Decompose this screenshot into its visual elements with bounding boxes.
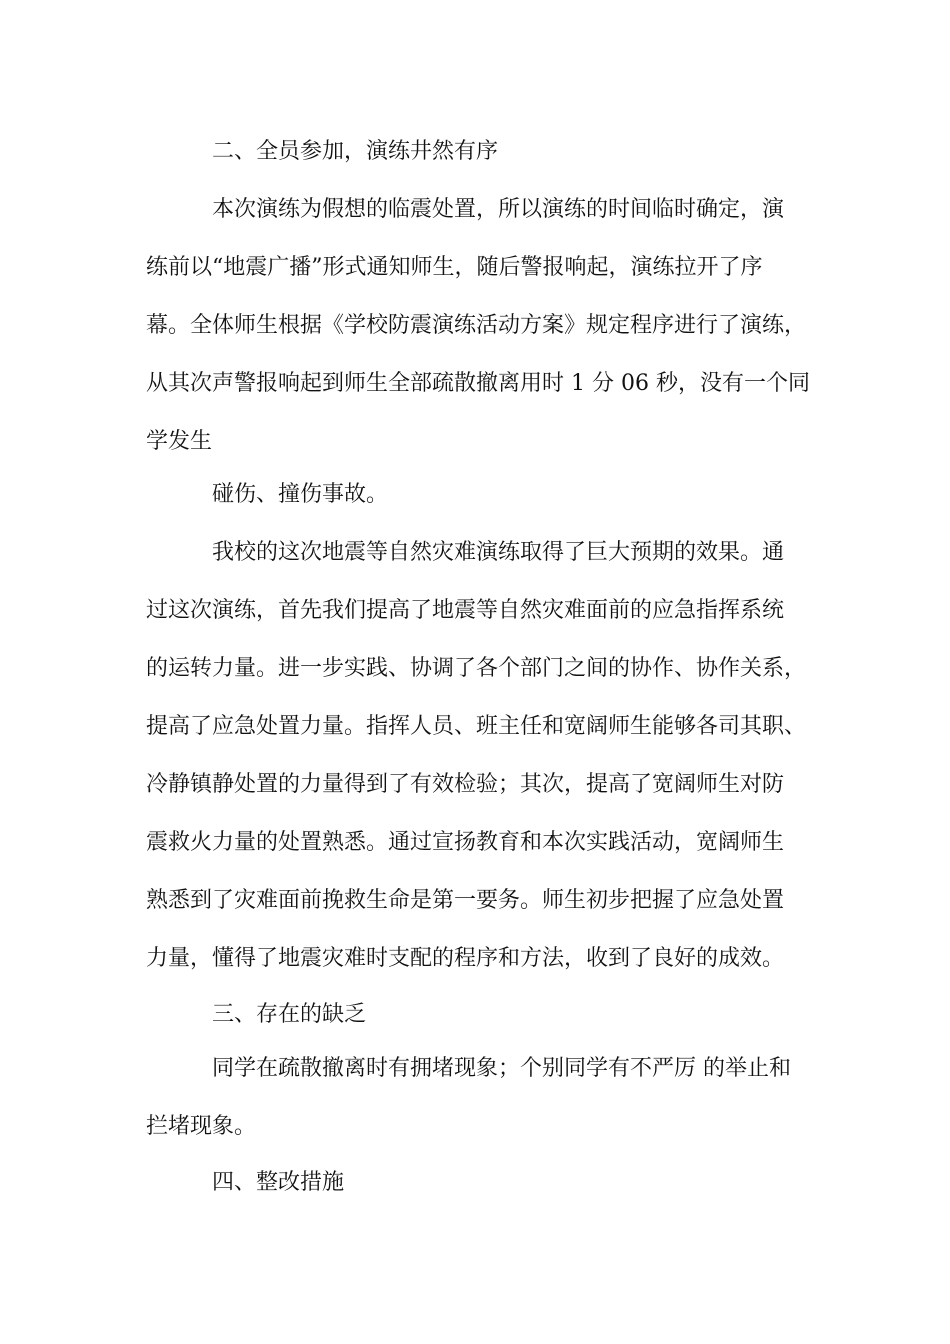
section-heading-2: 二、全员参加，演练井然有序: [212, 139, 499, 164]
section-heading-4: 四、整改措施: [212, 1170, 345, 1195]
paragraph-line: 从其次声警报响起到师生全部疏散撤离用时 1 分 06 秒，没有一个同: [146, 371, 810, 396]
paragraph-line: 练前以“地震广播”形式通知师生，随后警报响起，演练拉开了序: [146, 255, 763, 280]
paragraph-line: 熟悉到了灾难面前挽救生命是第一要务。师生初步把握了应急处置: [146, 888, 785, 913]
paragraph-line: 幕。全体师生根据《学校防震演练活动方案》规定程序进行了演练，: [146, 313, 807, 338]
paragraph-line: 过这次演练，首先我们提高了地震等自然灾难面前的应急指挥系统: [146, 598, 785, 623]
paragraph-line: 震救火力量的处置熟悉。通过宣扬教育和本次实践活动，宽阔师生: [146, 830, 785, 855]
paragraph-line: 冷静镇静处置的力量得到了有效检验；其次，提高了宽阔师生对防: [146, 772, 785, 797]
paragraph-line: 同学在疏散撤离时有拥堵现象；个别同学有不严厉 的举止和: [212, 1056, 791, 1081]
paragraph-line: 我校的这次地震等自然灾难演练取得了巨大预期的效果。通: [212, 540, 785, 565]
paragraph-line: 本次演练为假想的临震处置，所以演练的时间临时确定，演: [212, 197, 785, 222]
paragraph-line: 碰伤、撞伤事故。: [212, 482, 389, 507]
paragraph-line: 学发生: [146, 429, 213, 454]
paragraph-line: 拦堵现象。: [146, 1114, 257, 1139]
section-heading-3: 三、存在的缺乏: [212, 1002, 367, 1027]
paragraph-line: 的运转力量。进一步实践、协调了各个部门之间的协作、协作关系，: [146, 656, 807, 681]
paragraph-line: 提高了应急处置力量。指挥人员、班主任和宽阔师生能够各司其职、: [146, 714, 807, 739]
paragraph-line: 力量，懂得了地震灾难时支配的程序和方法，收到了良好的成效。: [146, 946, 785, 971]
